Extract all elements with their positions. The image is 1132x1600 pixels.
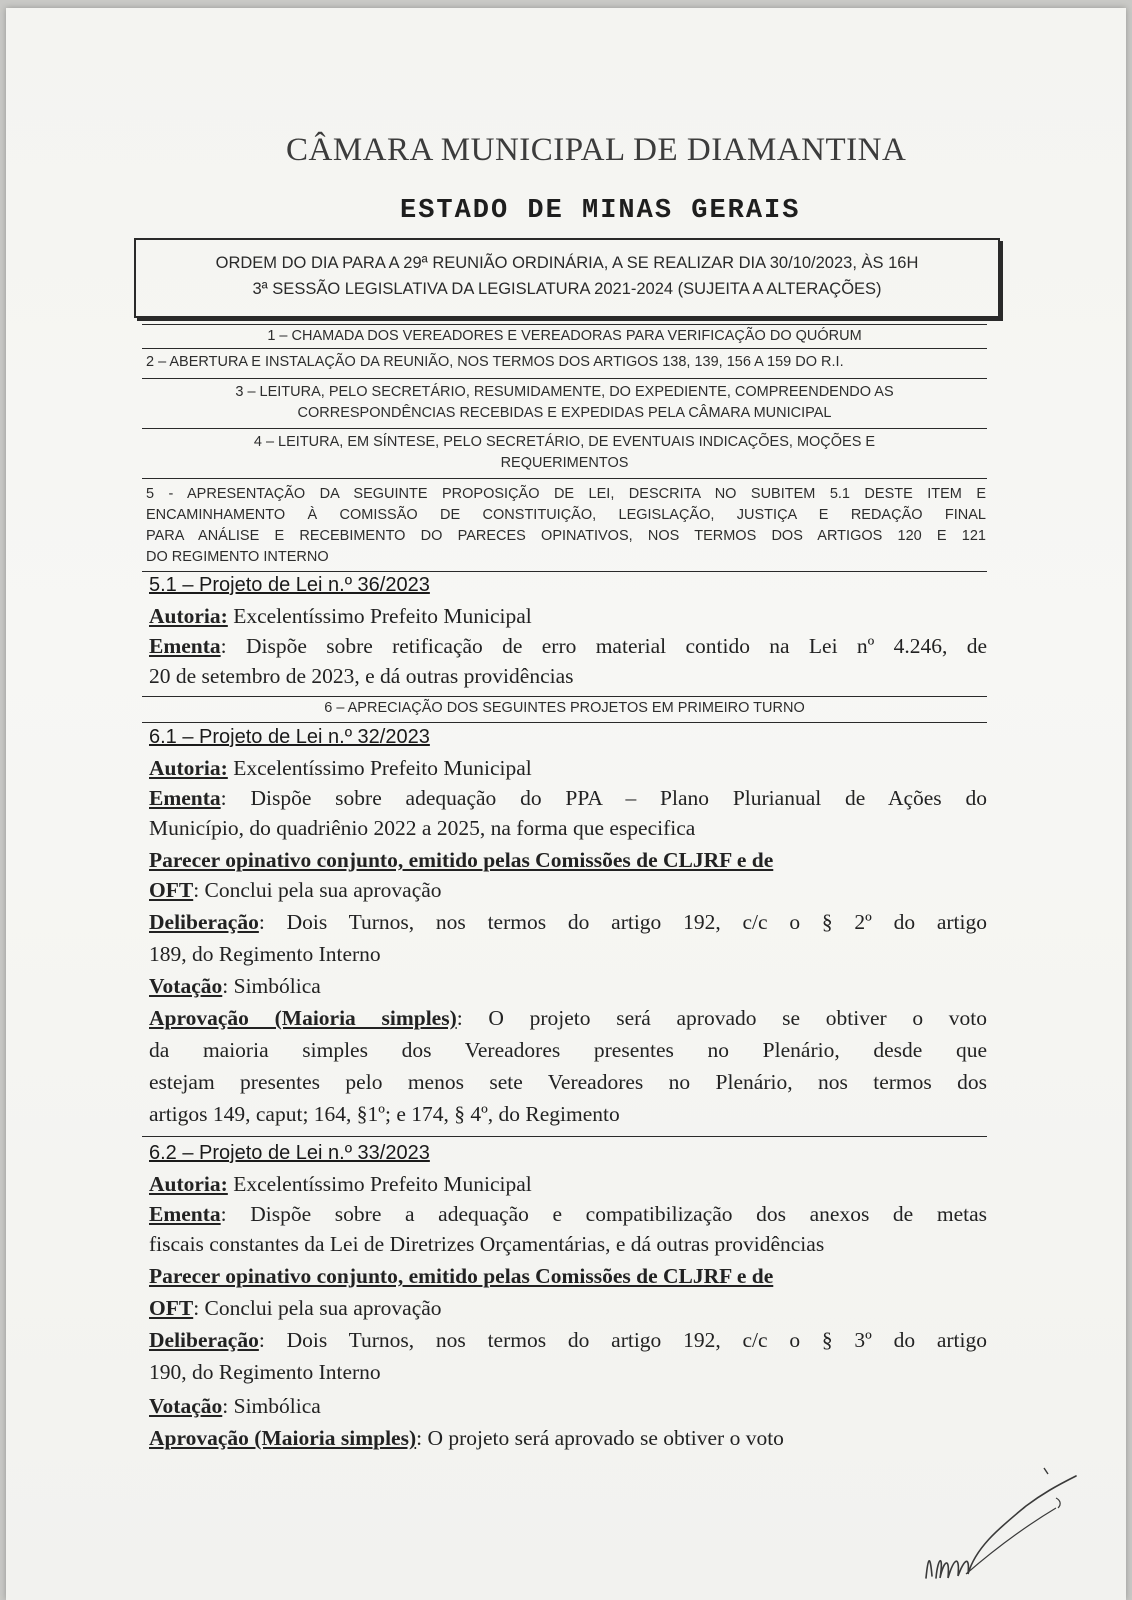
project-6-1-deliberacao-line-1: Deliberação: Dois Turnos, nos termos do artigo 192, c/c o § 2º do artigo: [149, 910, 987, 934]
project-6-2-deliberacao-line-1: Deliberação: Dois Turnos, nos termos do artigo 192, c/c o § 3º do artigo: [149, 1328, 987, 1352]
project-6-2-ementa-line-2: fiscais constantes da Lei de Diretrizes Orçamentárias, e dá outras providências: [149, 1232, 825, 1256]
project-6-1-parecer-label: Parecer opinativo conjunto, emitido pelas Comissões de CLJRF e de: [149, 848, 774, 872]
divider: [142, 696, 987, 697]
item-3-line-2: CORRESPONDÊNCIAS RECEBIDAS E EXPEDIDAS PELA CÂMARA MUNICIPAL: [297, 405, 832, 421]
project-5-1-ementa-line-1: Ementa: Dispõe sobre retificação de erro material contido na Lei nº 4.246, de: [149, 634, 987, 658]
project-6-1-ementa-line-1: Ementa: Dispõe sobre adequação do PPA – Plano Plurianual de Ações do: [149, 786, 987, 810]
divider: [142, 571, 987, 572]
project-6-1-deliberacao-line-2: 189, do Regimento Interno: [149, 942, 381, 966]
council-name: CÂMARA MUNICIPAL DE DIAMANTINA: [286, 132, 907, 168]
item-5-line-1: 5 - APRESENTAÇÃO DA SEGUINTE PROPOSIÇÃO DE LEI, DESCRITA NO SUBITEM 5.1 DESTE ITEM E: [146, 486, 986, 502]
project-6-2-ementa-line-1: Ementa: Dispõe sobre a adequação e compatibilização dos anexos de metas: [149, 1202, 987, 1226]
signature-mark: [906, 1428, 1106, 1598]
project-6-1-parecer: OFT: Conclui pela sua aprovação: [149, 878, 442, 902]
item-5-line-3: PARA ANÁLISE E RECEBIMENTO DO PARECES OPINATIVOS, NOS TERMOS DOS ARTIGOS 120 E 121: [146, 528, 986, 544]
project-5-1-autoria: Autoria: Excelentíssimo Prefeito Municipal: [149, 604, 532, 628]
divider: [142, 722, 987, 723]
item-4-line-2: REQUERIMENTOS: [500, 455, 629, 471]
project-6-1-aprovacao-line-1: Aprovação (Maioria simples): O projeto será aprovado se obtiver o voto: [149, 1006, 988, 1030]
divider: [142, 348, 987, 349]
divider: [142, 378, 987, 379]
project-6-1-aprovacao-line-2: da maioria simples dos Vereadores presentes no Plenário, desde que: [149, 1038, 987, 1062]
project-6-2-parecer: OFT: Conclui pela sua aprovação: [149, 1296, 442, 1320]
project-6-2-deliberacao-line-2: 190, do Regimento Interno: [149, 1360, 381, 1384]
item-1: 1 – CHAMADA DOS VEREADORES E VEREADORAS PARA VERIFICAÇÃO DO QUÓRUM: [267, 328, 862, 344]
project-6-1-ementa-line-2: Município, do quadriênio 2022 a 2025, na forma que especifica: [149, 816, 696, 840]
project-6-2-parecer-label: Parecer opinativo conjunto, emitido pelas Comissões de CLJRF e de: [149, 1264, 774, 1288]
project-6-1-autoria: Autoria: Excelentíssimo Prefeito Municipal: [149, 756, 532, 780]
divider: [142, 1136, 987, 1137]
divider: [142, 478, 987, 479]
document-page: [6, 8, 1126, 1600]
project-5-1-title: 5.1 – Projeto de Lei n.º 36/2023: [149, 574, 430, 596]
project-6-2-autoria: Autoria: Excelentíssimo Prefeito Municipal: [149, 1172, 532, 1196]
divider: [142, 428, 987, 429]
item-6: 6 – APRECIAÇÃO DOS SEGUINTES PROJETOS EM PRIMEIRO TURNO: [324, 700, 805, 716]
project-5-1-ementa-line-2: 20 de setembro de 2023, e dá outras providências: [149, 664, 574, 688]
item-5-line-2: ENCAMINHAMENTO À COMISSÃO DE CONSTITUIÇÃO, LEGISLAÇÃO, JUSTIÇA E REDAÇÃO FINAL: [146, 507, 986, 523]
item-4-line-1: 4 – LEITURA, EM SÍNTESE, PELO SECRETÁRIO, DE EVENTUAIS INDICAÇÕES, MOÇÕES E: [253, 434, 876, 450]
project-6-2-votacao: Votação: Simbólica: [149, 1394, 321, 1418]
order-line-2: 3ª SESSÃO LEGISLATIVA DA LEGISLATURA 2021-2024 (SUJEITA A ALTERAÇÕES): [252, 280, 882, 298]
state-name: ESTADO DE MINAS GERAIS: [400, 196, 801, 226]
project-6-1-aprovacao-line-4: artigos 149, caput; 164, §1º; e 174, § 4º, do Regimento: [149, 1102, 620, 1126]
divider: [142, 324, 987, 325]
project-6-1-title: 6.1 – Projeto de Lei n.º 32/2023: [149, 726, 430, 748]
item-3-line-1: 3 – LEITURA, PELO SECRETÁRIO, RESUMIDAMENTE, DO EXPEDIENTE, COMPREENDENDO AS: [235, 384, 894, 400]
item-5-line-4: DO REGIMENTO INTERNO: [146, 549, 329, 565]
order-line-1: ORDEM DO DIA PARA A 29ª REUNIÃO ORDINÁRIA, A SE REALIZAR DIA 30/10/2023, ÀS 16H: [215, 254, 919, 272]
project-6-1-votacao: Votação: Simbólica: [149, 974, 321, 998]
project-6-2-aprovacao-line-1: Aprovação (Maioria simples): O projeto será aprovado se obtiver o voto: [149, 1426, 784, 1450]
project-6-1-aprovacao-line-3: estejam presentes pelo menos sete Vereadores no Plenário, nos termos dos: [149, 1070, 987, 1094]
project-6-2-title: 6.2 – Projeto de Lei n.º 33/2023: [149, 1142, 430, 1164]
order-of-day-box: [134, 238, 1000, 318]
item-2: 2 – ABERTURA E INSTALAÇÃO DA REUNIÃO, NOS TERMOS DOS ARTIGOS 138, 139, 156 A 159 DO R.I.: [146, 354, 844, 370]
